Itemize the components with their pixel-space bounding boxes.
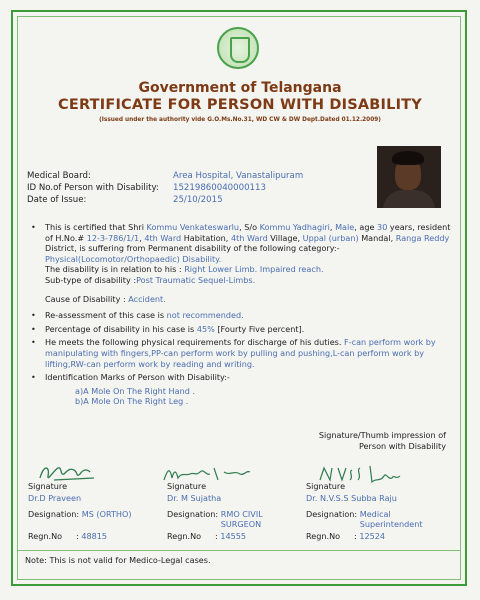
government-heading: Government of Telangana [138, 80, 342, 96]
percentage-row: • Percentage of disability in his case is 45% [Fourty Five percent]. [31, 324, 453, 335]
designation-row: Designation: RMO CIVIL SURGEON [167, 509, 279, 530]
medical-board-value: Area Hospital, Vanastalipuram [173, 171, 304, 181]
requirements-value: F-can perform work by manipulating with fingers,PP-can perform work by pulling and pushing,L-can perform work by lifting,RW-can perform work by reading and writing. [45, 337, 436, 369]
regn-row: Regn.No : 48815 [28, 531, 108, 541]
person-photo [377, 146, 441, 208]
relation-value: Right Lower Limb. Impaired reach. [184, 264, 324, 275]
percentage-value: 45% [196, 323, 215, 334]
statement-paragraph: • This is certified that Shri Kommu Venkateswarlu, S/o Kommu Yadhagiri, Male, age 30 years, resident of H.No.# 12-3-786/1/1, 4th Ward Habitation, 4th Ward Village, Uppal (urban) Mandal, Ranga Reddy District, is suffering from Permanent disability of the following category:- Physical(Locomotor/Orthopaedic) Disability. The disability is in relation to his : Right Lower Limb. Impaired reach. Sub-type of disability :Post Traumatic Sequel-Limbs. [31, 222, 453, 286]
age: 30 [377, 222, 388, 232]
regn-value: 12524 [359, 531, 386, 541]
cause-value: Accident. [128, 293, 166, 304]
signature-thumb-label: Signature/Thumb impression of Person with Disability [318, 430, 446, 451]
cause-label: Cause of Disability : [45, 293, 129, 304]
id-row [27, 183, 266, 193]
signatory-name: Dr.D Praveen [28, 493, 82, 503]
regn-row: Regn.No : 14555 [167, 531, 247, 541]
validity-note: Note: This is not valid for Medico-Legal cases. [25, 555, 211, 565]
village: 4th Ward [230, 232, 268, 243]
designation-value: MS (ORTHO) [81, 509, 132, 519]
medical-board-row [27, 171, 303, 181]
regn-value: 14555 [220, 531, 247, 541]
signature-label: Signature [28, 481, 68, 491]
regn-value: 48815 [81, 531, 108, 541]
identification-mark: a)A Mole On The Right Hand . [75, 385, 196, 396]
reassessment-value: not recommended. [166, 310, 244, 321]
telangana-emblem-icon [217, 27, 259, 69]
id-label: ID No.of Person with Disability: [27, 183, 159, 193]
designation-row: Designation: MS (ORTHO) [28, 509, 142, 519]
issued-under-text: (Issued under the authority vide G.O.Ms.No.31, WD CW & DW Dept.Dated 01.12.2009) [99, 117, 381, 123]
medical-board-label: Medical Board: [27, 171, 91, 181]
percentage-words: [Fourty Five percent]. [214, 323, 305, 334]
designation-row: Designation: Medical Superintendent [306, 509, 432, 530]
signature-label: Signature [167, 481, 207, 491]
identification-mark: b)A Mole On The Right Leg . [75, 396, 189, 407]
reassessment-row: • Re-assessment of this case is not recommended. [31, 310, 453, 321]
certificate-title: CERTIFICATE FOR PERSON WITH DISABILITY [58, 97, 422, 113]
date-value: 25/10/2015 [173, 195, 223, 205]
designation-value: RMO CIVIL SURGEON [220, 509, 263, 530]
signatory-name: Dr. M Sujatha [167, 493, 222, 503]
disability-category: Physical(Locomotor/Orthopaedic) Disability. [45, 253, 222, 264]
id-value: 15219860040000113 [173, 183, 266, 193]
date-label: Date of Issue: [27, 195, 87, 205]
cause-row [31, 294, 453, 305]
requirements-row: • He meets the following physical requirements for discharge of his duties. F-can perform work by manipulating with fingers,PP-can perform work by pulling and pushing,L-can perform work by lifting,RW-can perform work by reading and writing. [31, 337, 453, 369]
identification-row [31, 372, 453, 383]
house-number: 12-3-786/1/1 [86, 232, 140, 243]
regn-row: Regn.No : 12524 [306, 531, 386, 541]
identification-marks [31, 386, 453, 407]
father-name: Kommu Yadhagiri [259, 222, 330, 232]
subtype-value: Post Traumatic Sequel-Limbs. [136, 274, 256, 285]
certificate-body [31, 222, 453, 407]
district: Ranga Reddy [395, 232, 450, 243]
signature-label: Signature [306, 481, 346, 491]
ward: 4th Ward [144, 232, 182, 243]
person-name: Kommu Venkateswarlu [146, 222, 240, 232]
relation-label: The disability is in relation to his : [45, 264, 185, 275]
signatory-name: Dr. N.V.S.S Subba Raju [306, 493, 397, 503]
footer-divider [17, 550, 461, 551]
subtype-label: Sub-type of disability : [45, 274, 137, 285]
date-row [27, 195, 223, 205]
gender: Male [335, 222, 355, 232]
designation-value: Medical Superintendent [359, 509, 423, 530]
mandal: Uppal (urban) [302, 232, 359, 243]
identification-label: Identification Marks of Person with Disability:- [45, 372, 230, 383]
